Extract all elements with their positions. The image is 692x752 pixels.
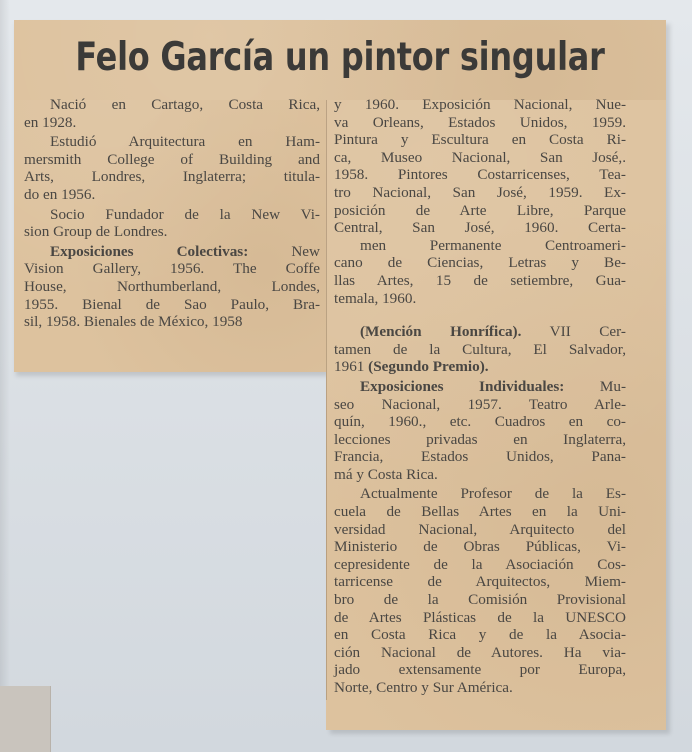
article-line-text: quín, 1960., etc. Cuadros en co- [334,413,626,431]
article-line-text: sion Group de Londres. [24,223,168,241]
article-line [334,131,626,149]
article-line [24,206,320,224]
article-line-text: Francia, Estados Unidos, Pana- [334,448,626,466]
paragraph-gap [334,307,626,323]
article-line [334,485,626,503]
article-line [334,661,626,679]
article-line-text: posición de Arte Libre, Parque [334,201,626,219]
paper-scrap [0,686,51,752]
article-line-text: Mu- [564,377,626,395]
article-line [334,96,626,114]
article-line-text: men Permanente Centroameri- [360,236,626,254]
article-line-text: cepresidente de la Asociación Cos- [334,555,626,573]
article-line-text: do en 1956. [24,185,96,203]
article-line-text: ca, Museo Nacional, San José,. [334,148,626,166]
article-line-text: Arts, Londres, Inglaterra; titula- [24,168,320,186]
article-line [334,609,626,627]
article-line-text: tarricense de Arquitectos, Miem- [334,573,626,591]
article-line [24,133,320,151]
article-line-bold: (Mención Honrífica). [360,323,522,341]
article-line-text: New [248,242,320,260]
article-line [24,243,320,261]
article-line-text: Central, San José, 1960. Certa- [334,219,626,237]
article-title: Felo García un pintor singular [75,34,605,80]
article-line-text: tamen de la Cultura, El Salvador, [334,340,626,358]
article-line [334,114,626,132]
board-edge-shadow [0,0,10,752]
article-line [334,184,626,202]
article-line-text: bro de la Comisión Provisional [334,591,626,609]
article-line-text: Ministerio de Obras Públicas, Vi- [334,538,626,556]
article-line [24,223,320,241]
article-column-left [24,96,320,331]
article-line [334,378,626,396]
article-line-text: Pintura y Escultura en Costa Ri- [334,131,626,149]
article-line [334,396,626,414]
article-line [334,254,626,272]
article-line [334,573,626,591]
article-line-text: lecciones privadas en Inglaterra, [334,430,626,448]
article-line-text: cuela de Bellas Artes en la Uni- [334,503,626,521]
column-divider [326,100,327,700]
article-line [334,237,626,255]
article-line [24,296,320,314]
article-line [334,413,626,431]
article-line-text: cano de Ciencias, Letras y Be- [334,254,626,272]
article-line [24,151,320,169]
article-line [24,186,320,204]
article-line [334,679,626,697]
article-line-text: Vision Gallery, 1956. The Coffe [24,260,320,278]
article-line [334,556,626,574]
article-line [24,114,320,132]
article-line [24,313,320,331]
article-line-text: temala, 1960. [334,289,417,307]
article-line [334,202,626,220]
article-line-text: 1961 [334,358,369,376]
article-line [24,260,320,278]
article-line-text: tro Nacional, San José, 1959. Ex- [334,183,626,201]
article-line-text: de Artes Plásticas de la UNESCO [334,608,626,626]
article-line [334,466,626,484]
article-line [334,166,626,184]
article-line-text: va Orleans, Estados Unidos, 1959. [334,113,626,131]
article-line-text: y 1960. Exposición Nacional, Nue- [334,96,626,113]
article-line [334,521,626,539]
article-line [334,448,626,466]
article-line [334,503,626,521]
article-line [334,272,626,290]
article-line-text: llas Artes, 15 de setiembre, Gua- [334,271,626,289]
article-line [334,290,626,308]
article-line-text: 1958. Pintores Costarricenses, Tea- [334,166,626,184]
article-line [334,149,626,167]
article-line [334,323,626,341]
article-line-text: seo Nacional, 1957. Teatro Arle- [334,395,626,413]
article-column-right [334,96,626,697]
article-line-text: Nació en Cartago, Costa Rica, [50,96,320,113]
article-line [334,644,626,662]
article-line-text: VII Cer- [521,323,626,341]
article-line-text: 1955. Bienal de Sao Paulo, Bra- [24,295,320,313]
article-line [334,219,626,237]
article-line-text: Estudió Arquitectura en Ham- [50,133,320,151]
article-line-text: mersmith College of Building and [24,150,320,168]
article-line-text: Norte, Centro y Sur América. [334,679,513,696]
article-line-bold: Exposiciones Individuales: [360,377,565,395]
article-line-text: en 1928. [24,113,77,131]
article-line-text: House, Northumberland, Londes, [24,277,320,295]
article-line-text: má y Costa Rica. [334,465,438,483]
article-line-bold: (Segundo Premio). [368,358,489,376]
article-line [334,431,626,449]
article-line-text: jado extensamente por Europa, [334,661,626,679]
article-line [334,626,626,644]
article-line-text: versidad Nacional, Arquitecto del [334,520,626,538]
article-line [24,278,320,296]
article-line-text: ción Nacional de Autores. Ha via- [334,643,626,661]
article-line [24,96,320,114]
article-line-bold: Exposiciones Colectivas: [50,242,249,260]
article-line [334,538,626,556]
article-line-text: Socio Fundador de la New Vi- [50,205,320,223]
article-line-text: sil, 1958. Bienales de México, 1958 [24,313,243,331]
article-line [334,591,626,609]
article-line [334,358,626,376]
article-line [24,168,320,186]
article-line-text: Actualmente Profesor de la Es- [360,485,626,503]
article-line [334,341,626,359]
article-line-text: en Costa Rica y de la Asocia- [334,626,626,644]
